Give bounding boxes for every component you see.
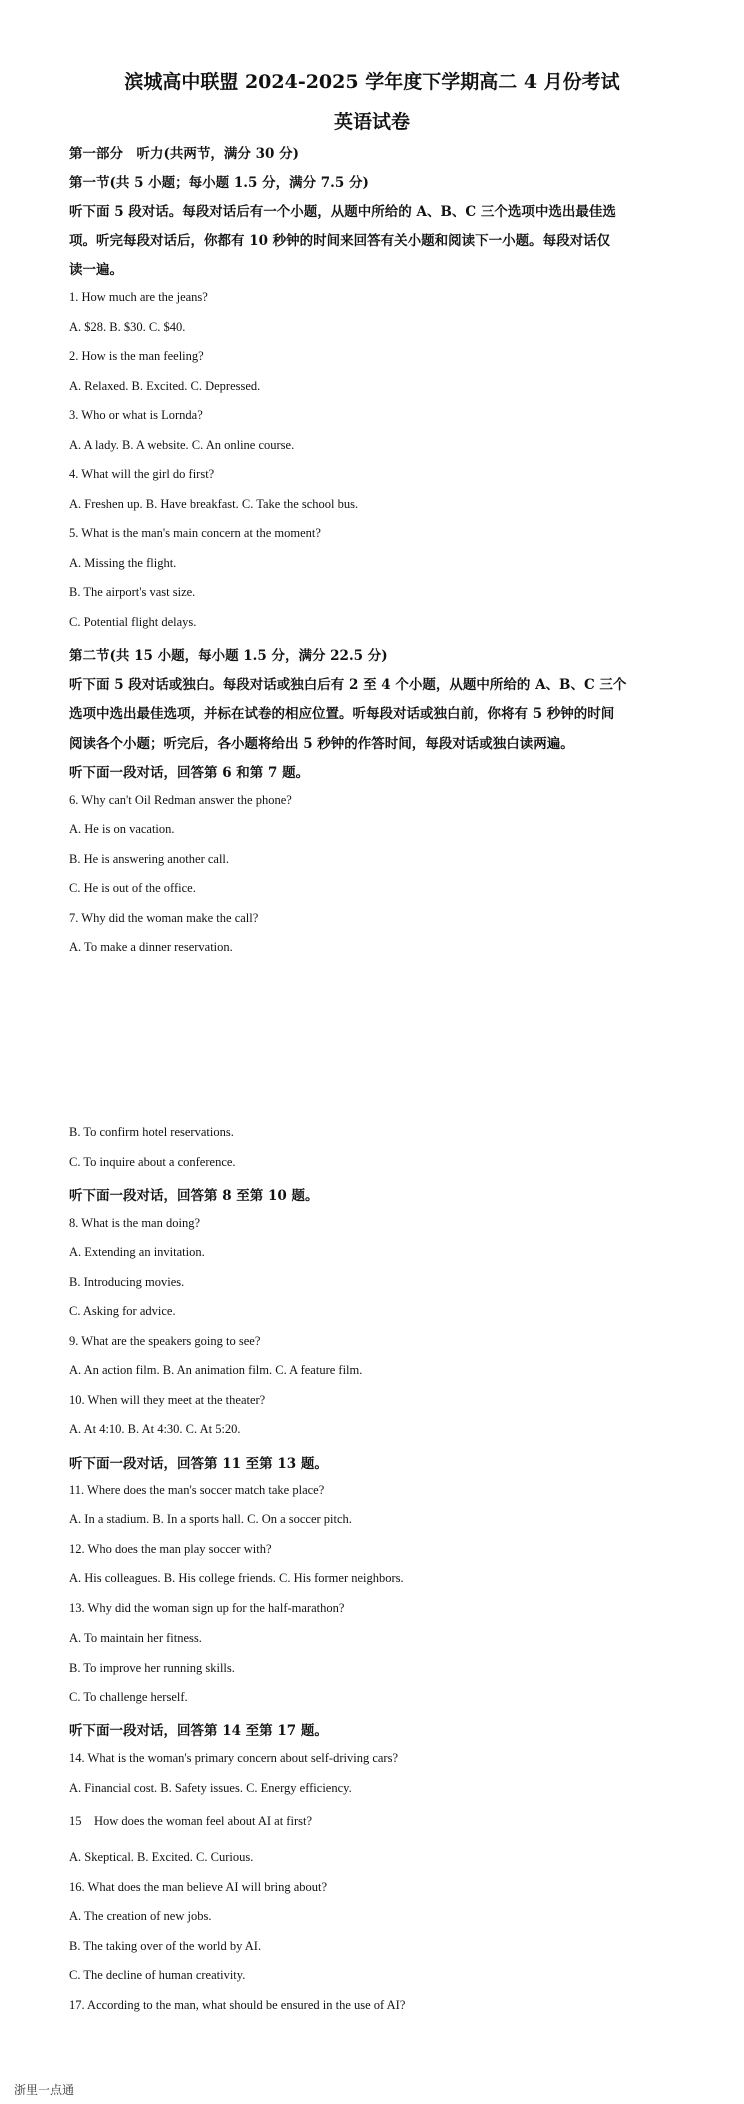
- section-heading: 听下面一段对话，回答第 14 至第 17 题。: [69, 1723, 328, 1739]
- question-line: C. The decline of human creativity.: [69, 1968, 246, 1982]
- question-line: C. Asking for advice.: [69, 1304, 176, 1318]
- section-heading: 第一节(共 5 小题；每小题 1.5 分，满分 7.5 分): [69, 175, 369, 191]
- question-line: A. Relaxed. B. Excited. C. Depressed.: [69, 379, 261, 393]
- question-line: A. Freshen up. B. Have breakfast. C. Take the school bus.: [69, 497, 359, 511]
- question-line: A. He is on vacation.: [69, 822, 175, 836]
- question-line: B. To improve her running skills.: [69, 1661, 235, 1675]
- question-line: 15 How does the woman feel about AI at first?: [69, 1814, 312, 1828]
- question-line: A. To make a dinner reservation.: [69, 940, 233, 954]
- section-heading: 听下面一段对话，回答第 8 至第 10 题。: [69, 1188, 319, 1204]
- question-line: B. He is answering another call.: [69, 852, 230, 866]
- section-heading: 第一部分 听力(共两节，满分 30 分): [69, 146, 299, 162]
- question-line: B. The taking over of the world by AI.: [69, 1939, 262, 1953]
- question-line: 9. What are the speakers going to see?: [69, 1334, 261, 1348]
- question-line: 7. Why did the woman make the call?: [69, 911, 259, 925]
- page-title: 滨城高中联盟 2024-2025 学年度下学期高二 4 月份考试: [124, 71, 620, 93]
- question-line: A. At 4:10. B. At 4:30. C. At 5:20.: [69, 1422, 241, 1436]
- question-line: A. In a stadium. B. In a sports hall. C. On a soccer pitch.: [69, 1512, 352, 1526]
- question-line: 16. What does the man believe AI will bring about?: [69, 1880, 328, 1894]
- question-line: 12. Who does the man play soccer with?: [69, 1542, 272, 1556]
- section-heading: 读一遍。: [69, 262, 123, 278]
- question-line: A. To maintain her fitness.: [69, 1631, 202, 1645]
- question-line: A. Skeptical. B. Excited. C. Curious.: [69, 1850, 254, 1864]
- question-line: 4. What will the girl do first?: [69, 467, 215, 481]
- question-line: 13. Why did the woman sign up for the half-marathon?: [69, 1601, 345, 1615]
- question-line: A. Extending an invitation.: [69, 1245, 205, 1259]
- question-line: C. He is out of the office.: [69, 881, 196, 895]
- section-heading: 阅读各个小题；听完后，各小题将给出 5 秒钟的作答时间，每段对话或独白读两遍。: [69, 736, 574, 752]
- question-line: C. To inquire about a conference.: [69, 1155, 236, 1169]
- question-line: A. Missing the flight.: [69, 556, 177, 570]
- question-line: A. Financial cost. B. Safety issues. C. Energy efficiency.: [69, 1781, 352, 1795]
- question-line: B. The airport's vast size.: [69, 585, 196, 599]
- question-line: 1. How much are the jeans?: [69, 290, 208, 304]
- question-line: A. The creation of new jobs.: [69, 1909, 212, 1923]
- question-line: A. $28. B. $30. C. $40.: [69, 320, 186, 334]
- section-heading: 听下面一段对话，回答第 6 和第 7 题。: [69, 765, 310, 781]
- question-line: 14. What is the woman's primary concern about self-driving cars?: [69, 1751, 399, 1765]
- question-line: 2. How is the man feeling?: [69, 349, 204, 363]
- section-heading: 听下面一段对话，回答第 11 至第 13 题。: [69, 1456, 328, 1472]
- section-heading: 听下面 5 段对话或独白。每段对话或独白后有 2 至 4 个小题，从题中所给的 A、B、C 三个: [69, 677, 627, 693]
- question-line: 17. According to the man, what should be ensured in the use of AI?: [69, 1998, 406, 2012]
- question-line: B. To confirm hotel reservations.: [69, 1125, 234, 1139]
- question-line: A. An action film. B. An animation film. C. A feature film.: [69, 1363, 363, 1377]
- section-heading: 第二节(共 15 小题，每小题 1.5 分，满分 22.5 分): [69, 648, 388, 664]
- footer-watermark: 浙里一点通: [14, 2083, 75, 2097]
- question-line: A. A lady. B. A website. C. An online course.: [69, 438, 295, 452]
- question-line: 10. When will they meet at the theater?: [69, 1393, 266, 1407]
- question-line: 5. What is the man's main concern at the moment?: [69, 526, 321, 540]
- question-line: 6. Why can't Oil Redman answer the phone?: [69, 793, 292, 807]
- question-line: 3. Who or what is Lornda?: [69, 408, 203, 422]
- question-line: 11. Where does the man's soccer match take place?: [69, 1483, 325, 1497]
- section-heading: 选项中选出最佳选项，并标在试卷的相应位置。听每段对话或独白前，你将有 5 秒钟的时间: [69, 706, 615, 722]
- question-line: C. Potential flight delays.: [69, 615, 197, 629]
- section-heading: 项。听完每段对话后，你都有 10 秒钟的时间来回答有关小题和阅读下一小题。每段对话仅: [69, 233, 611, 249]
- section-heading: 听下面 5 段对话。每段对话后有一个小题，从题中所给的 A、B、C 三个选项中选出最佳选: [69, 204, 616, 220]
- page-subtitle: 英语试卷: [333, 111, 410, 133]
- question-line: 8. What is the man doing?: [69, 1216, 200, 1230]
- question-line: A. His colleagues. B. His college friends. C. His former neighbors.: [69, 1571, 404, 1585]
- question-line: B. Introducing movies.: [69, 1275, 185, 1289]
- question-line: C. To challenge herself.: [69, 1690, 188, 1704]
